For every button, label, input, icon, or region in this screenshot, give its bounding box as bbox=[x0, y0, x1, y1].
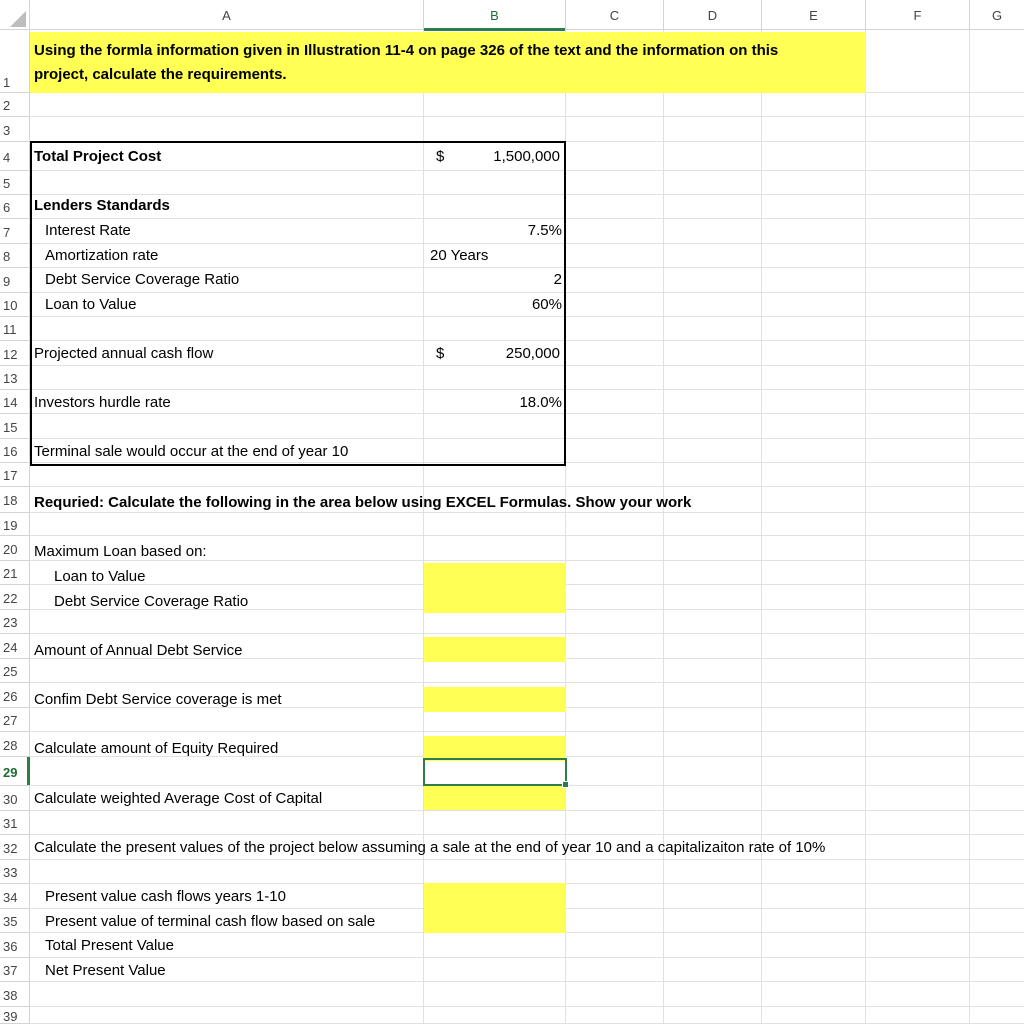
spreadsheet-grid[interactable] bbox=[30, 30, 1024, 1024]
row-header-7[interactable]: 7 bbox=[0, 219, 30, 244]
debt-service-input[interactable] bbox=[424, 637, 566, 662]
row-gridline bbox=[30, 859, 1024, 860]
row-header-8[interactable]: 8 bbox=[0, 244, 30, 268]
row-header-28[interactable]: 28 bbox=[0, 732, 30, 757]
confirm-dscr-label: Confim Debt Service coverage is met bbox=[34, 691, 282, 708]
confirm-input[interactable] bbox=[424, 687, 566, 712]
row-gridline bbox=[30, 981, 1024, 982]
total-cost-currency: $ bbox=[436, 148, 445, 165]
row-header-39[interactable]: 39 bbox=[0, 1007, 30, 1024]
amortization-value[interactable]: 20 Years bbox=[430, 247, 489, 264]
column-gridline bbox=[663, 30, 664, 1024]
row-header-37[interactable]: 37 bbox=[0, 958, 30, 982]
row-gridline bbox=[30, 682, 1024, 683]
pv-input-area[interactable] bbox=[424, 883, 566, 933]
row-header-6[interactable]: 6 bbox=[0, 195, 30, 219]
row-header-2[interactable]: 2 bbox=[0, 93, 30, 117]
ltv-label: Loan to Value bbox=[45, 296, 137, 313]
column-gridline bbox=[761, 30, 762, 1024]
row-header-10[interactable]: 10 bbox=[0, 293, 30, 317]
row-gridline bbox=[30, 116, 1024, 117]
row-header-1[interactable]: 1 bbox=[0, 30, 30, 93]
hurdle-rate-label: Investors hurdle rate bbox=[34, 394, 171, 411]
row-header-34[interactable]: 34 bbox=[0, 884, 30, 909]
wacc-label: Calculate weighted Average Cost of Capital bbox=[34, 790, 323, 807]
cashflow-currency: $ bbox=[436, 345, 445, 362]
select-all-corner[interactable] bbox=[0, 0, 30, 30]
amortization-label: Amortization rate bbox=[45, 247, 159, 264]
pv-cashflows-label: Present value cash flows years 1-10 bbox=[45, 888, 286, 905]
row-header-15[interactable]: 15 bbox=[0, 414, 30, 439]
column-gridline bbox=[969, 30, 970, 1024]
column-header-bar bbox=[0, 0, 1024, 30]
interest-rate-label: Interest Rate bbox=[45, 222, 131, 239]
terminal-sale-label: Terminal sale would occur at the end of year 10 bbox=[34, 443, 349, 460]
row-header-38[interactable]: 38 bbox=[0, 982, 30, 1007]
row-header-17[interactable]: 17 bbox=[0, 463, 30, 487]
column-gridline bbox=[865, 30, 866, 1024]
row-header-5[interactable]: 5 bbox=[0, 171, 30, 195]
row-header-21[interactable]: 21 bbox=[0, 561, 30, 585]
max-loan-dscr-label: Debt Service Coverage Ratio bbox=[54, 593, 249, 610]
row-header-14[interactable]: 14 bbox=[0, 390, 30, 414]
row-header-13[interactable]: 13 bbox=[0, 366, 30, 390]
select-all-icon bbox=[10, 11, 26, 27]
column-header-f[interactable]: F bbox=[866, 0, 970, 30]
required-heading: Requried: Calculate the following in the area below using EXCEL Formulas. Show your work bbox=[34, 494, 692, 511]
column-header-b[interactable]: B bbox=[424, 0, 566, 30]
row-header-9[interactable]: 9 bbox=[0, 268, 30, 293]
row-header-29[interactable]: 29 bbox=[0, 757, 30, 786]
row-header-25[interactable]: 25 bbox=[0, 659, 30, 683]
row-header-30[interactable]: 30 bbox=[0, 786, 30, 811]
row-gridline bbox=[30, 560, 1024, 561]
column-header-c[interactable]: C bbox=[566, 0, 664, 30]
pv-terminal-label: Present value of terminal cash flow based on sale bbox=[45, 913, 376, 930]
row-header-23[interactable]: 23 bbox=[0, 610, 30, 634]
lenders-standards-label: Lenders Standards bbox=[34, 197, 170, 214]
pv-heading: Calculate the present values of the project below assuming a sale at the end of year 10 and a capitalizaiton rate of 10% bbox=[34, 839, 826, 856]
max-loan-ltv-label: Loan to Value bbox=[54, 568, 146, 585]
row-header-31[interactable]: 31 bbox=[0, 811, 30, 835]
interest-rate-value[interactable]: 7.5% bbox=[527, 222, 562, 239]
fill-handle[interactable] bbox=[562, 781, 569, 788]
row-gridline bbox=[30, 512, 1024, 513]
dscr-value[interactable]: 2 bbox=[553, 271, 562, 288]
row-header-4[interactable]: 4 bbox=[0, 142, 30, 171]
dscr-label: Debt Service Coverage Ratio bbox=[45, 271, 240, 288]
column-header-a[interactable]: A bbox=[30, 0, 424, 30]
row-gridline bbox=[30, 731, 1024, 732]
row-header-32[interactable]: 32 bbox=[0, 835, 30, 860]
row-header-3[interactable]: 3 bbox=[0, 117, 30, 142]
wacc-input[interactable] bbox=[424, 785, 566, 810]
row-gridline bbox=[30, 957, 1024, 958]
equity-label: Calculate amount of Equity Required bbox=[34, 740, 279, 757]
total-cost-label: Total Project Cost bbox=[34, 148, 162, 165]
row-gridline bbox=[30, 486, 1024, 487]
row-header-24[interactable]: 24 bbox=[0, 634, 30, 659]
column-header-g[interactable]: G bbox=[991, 8, 1003, 23]
annual-debt-label: Amount of Annual Debt Service bbox=[34, 642, 243, 659]
column-header-d[interactable]: D bbox=[664, 0, 762, 30]
cashflow-label: Projected annual cash flow bbox=[34, 345, 214, 362]
row-header-20[interactable]: 20 bbox=[0, 536, 30, 561]
hurdle-rate-value[interactable]: 18.0% bbox=[519, 394, 562, 411]
total-cost-value[interactable]: 1,500,000 bbox=[493, 148, 560, 165]
row-header-11[interactable]: 11 bbox=[0, 317, 30, 341]
total-pv-label: Total Present Value bbox=[45, 937, 174, 954]
row-gridline bbox=[30, 633, 1024, 634]
npv-label: Net Present Value bbox=[45, 962, 166, 979]
row-header-27[interactable]: 27 bbox=[0, 708, 30, 732]
row-header-18[interactable]: 18 bbox=[0, 487, 30, 513]
row-header-19[interactable]: 19 bbox=[0, 513, 30, 536]
row-header-16[interactable]: 16 bbox=[0, 439, 30, 463]
max-loan-label: Maximum Loan based on: bbox=[34, 543, 207, 560]
row-header-36[interactable]: 36 bbox=[0, 933, 30, 958]
row-gridline bbox=[30, 810, 1024, 811]
header-line1: Using the formla information given in Illustration 11-4 on page 326 of the text and the information on this bbox=[34, 42, 779, 59]
ltv-value[interactable]: 60% bbox=[531, 296, 562, 313]
row-gridline bbox=[30, 834, 1024, 835]
active-cell[interactable] bbox=[423, 758, 567, 786]
row-header-12[interactable]: 12 bbox=[0, 341, 30, 366]
row-gridline bbox=[30, 535, 1024, 536]
row-header-33[interactable]: 33 bbox=[0, 860, 30, 884]
row-header-35[interactable]: 35 bbox=[0, 909, 30, 933]
loan-input-area[interactable] bbox=[424, 563, 566, 613]
cashflow-value[interactable]: 250,000 bbox=[505, 345, 560, 362]
column-header-e[interactable]: E bbox=[762, 0, 866, 30]
row-gridline bbox=[30, 1006, 1024, 1007]
header-line2: project, calculate the requirements. bbox=[34, 66, 287, 83]
row-header-26[interactable]: 26 bbox=[0, 683, 30, 708]
row-header-22[interactable]: 22 bbox=[0, 585, 30, 610]
